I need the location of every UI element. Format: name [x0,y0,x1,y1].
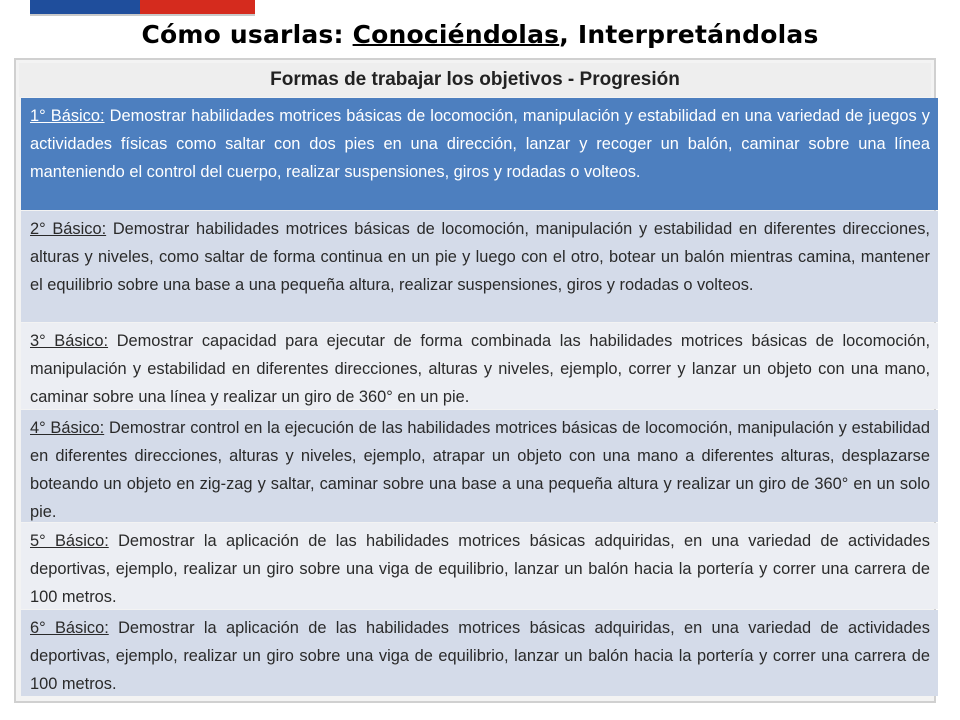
chile-flag-bar [30,0,255,14]
flag-red-segment [140,0,255,14]
row-level-label: 5° Básico: [30,532,109,550]
row-level-label: 4° Básico: [30,419,105,437]
slide-title [0,20,960,49]
row-text: Demostrar habilidades motrices básicas de locomoción, manipulación y estabilidad en una variedad de juegos y actividades físicas como saltar con dos pies en una dirección, lanzar y recoger un balón, caminar sobre una línea manteniendo el control del cuerpo, realizar suspensiones, giros y rodadas o volteos. [30,107,930,181]
table-row-6-basico [21,610,938,696]
row-text: Demostrar la aplicación de las habilidades motrices básicas adquiridas, en una variedad de actividades deportivas, ejemplo, realizar un giro sobre una viga de equilibrio, lanzar un balón hacia la portería y correr una carrera de 100 metros. [30,532,930,606]
row-text: Demostrar control en la ejecución de las habilidades motrices básicas de locomoción, manipulación y estabilidad en diferentes direcciones, alturas y niveles, ejemplo, atrapar un objeto con una mano a diferentes alturas, desplazarse boteando un objeto en zig-zag y saltar, caminar sobre una base a una pequeña altura y realizar un giro de 360° en un solo pie. [30,419,930,521]
title-prefix: Cómo usarlas: [141,20,353,49]
row-level-label: 2° Básico: [30,220,107,238]
row-level-label: 3° Básico: [30,332,109,350]
table-row-1-basico [21,98,938,210]
title-underlined: Conociéndolas [352,20,560,49]
objectives-table [14,58,936,703]
table-row-4-basico [21,410,938,522]
flag-underline [30,14,255,16]
table-header: Formas de trabajar los objetivos - Progresión [19,63,931,97]
row-level-label: 6° Básico: [30,619,109,637]
row-text: Demostrar habilidades motrices básicas de locomoción, manipulación y estabilidad en diferentes direcciones, alturas y niveles, como saltar de forma continua en un pie y luego con el otro, botear un balón mientras camina, mantener el equilibrio sobre una base a una pequeña altura, realizar suspensiones, giros y rodadas o volteos. [30,220,930,294]
title-suffix: , Interpretándolas [559,20,819,49]
table-row-3-basico [21,323,938,409]
table-row-5-basico [21,523,938,609]
row-level-label: 1° Básico: [30,107,105,125]
row-text: Demostrar capacidad para ejecutar de forma combinada las habilidades motrices básicas de locomoción, manipulación y estabilidad en diferentes direcciones, alturas y niveles, ejemplo, correr y lanzar un objeto con una mano, caminar sobre una línea y realizar un giro de 360° en un pie. [30,332,930,406]
flag-blue-segment [30,0,140,14]
table-row-2-basico [21,211,938,322]
row-text: Demostrar la aplicación de las habilidades motrices básicas adquiridas, en una variedad de actividades deportivas, ejemplo, realizar un giro sobre una viga de equilibrio, lanzar un balón hacia la portería y correr una carrera de 100 metros. [30,619,930,693]
